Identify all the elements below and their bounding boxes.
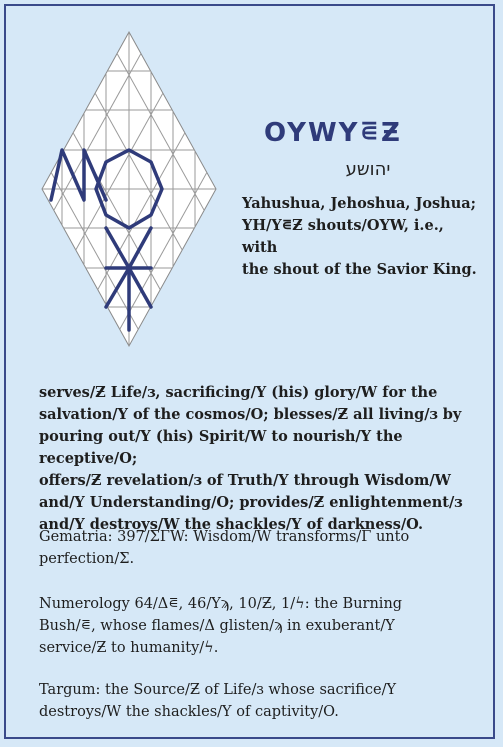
paragraph-line: Numerology 64/Δ⋷, 46/Yϡ, 10/Ƶ, 1/ϟ: the Burning [39,596,403,612]
names-line: Yahushua, Jehoshua, Joshua; [242,195,477,212]
paragraph-line: pouring out/Y (his) Spirit/W to nourish/Y the receptive/O; [39,428,403,467]
paragraph-line: destroys/W the shackles/Y of captivity/O. [39,704,339,720]
names-block [242,193,482,281]
paragraph-line: Bush/⋷, whose flames/Δ glisten/ϡ in exuberant/Y [39,618,395,634]
main-paragraph [39,382,479,536]
paragraph-line: Gematria: 397/ΣΓW: Wisdom/W transforms/Γ unto [39,529,410,545]
paragraph-line: service/Ƶ to humanity/ϟ. [39,640,219,656]
paragraph-line: serves/Ƶ Life/ɜ, sacrificing/Y (his) glory/W for the [39,384,438,401]
paragraph-line: salvation/Y of the cosmos/O; blesses/Ƶ all living/ɜ by [39,406,462,423]
paragraph-line: and/Y destroys/W the shackles/Y of darkness/O. [39,516,424,533]
paragraph-line: offers/Ƶ revelation/ɜ of Truth/Y through Wisdom/W [39,472,451,489]
numerology-paragraph [39,593,479,659]
names-line: the shout of the Savior King. [242,261,477,278]
gematria-paragraph [39,526,479,570]
card-frame [4,4,495,739]
paleo-hebrew-title: OYWY⋷Ƶ [264,118,402,148]
paragraph-line: Targum: the Source/Ƶ of Life/ɜ whose sacrifice/Y [39,682,397,698]
paragraph-line: perfection/Σ. [39,551,135,567]
hebrew-name: יהושע [345,159,391,180]
names-line: YH/Y⋷Ƶ shouts/OYW, i.e., with [242,217,444,256]
diamond-grid-figure [40,30,218,348]
paragraph-line: and/Y Understanding/O; provides/Ƶ enlightenment/ɜ [39,494,463,511]
diamond-lattice-icon [40,30,218,348]
targum-paragraph [39,679,479,723]
